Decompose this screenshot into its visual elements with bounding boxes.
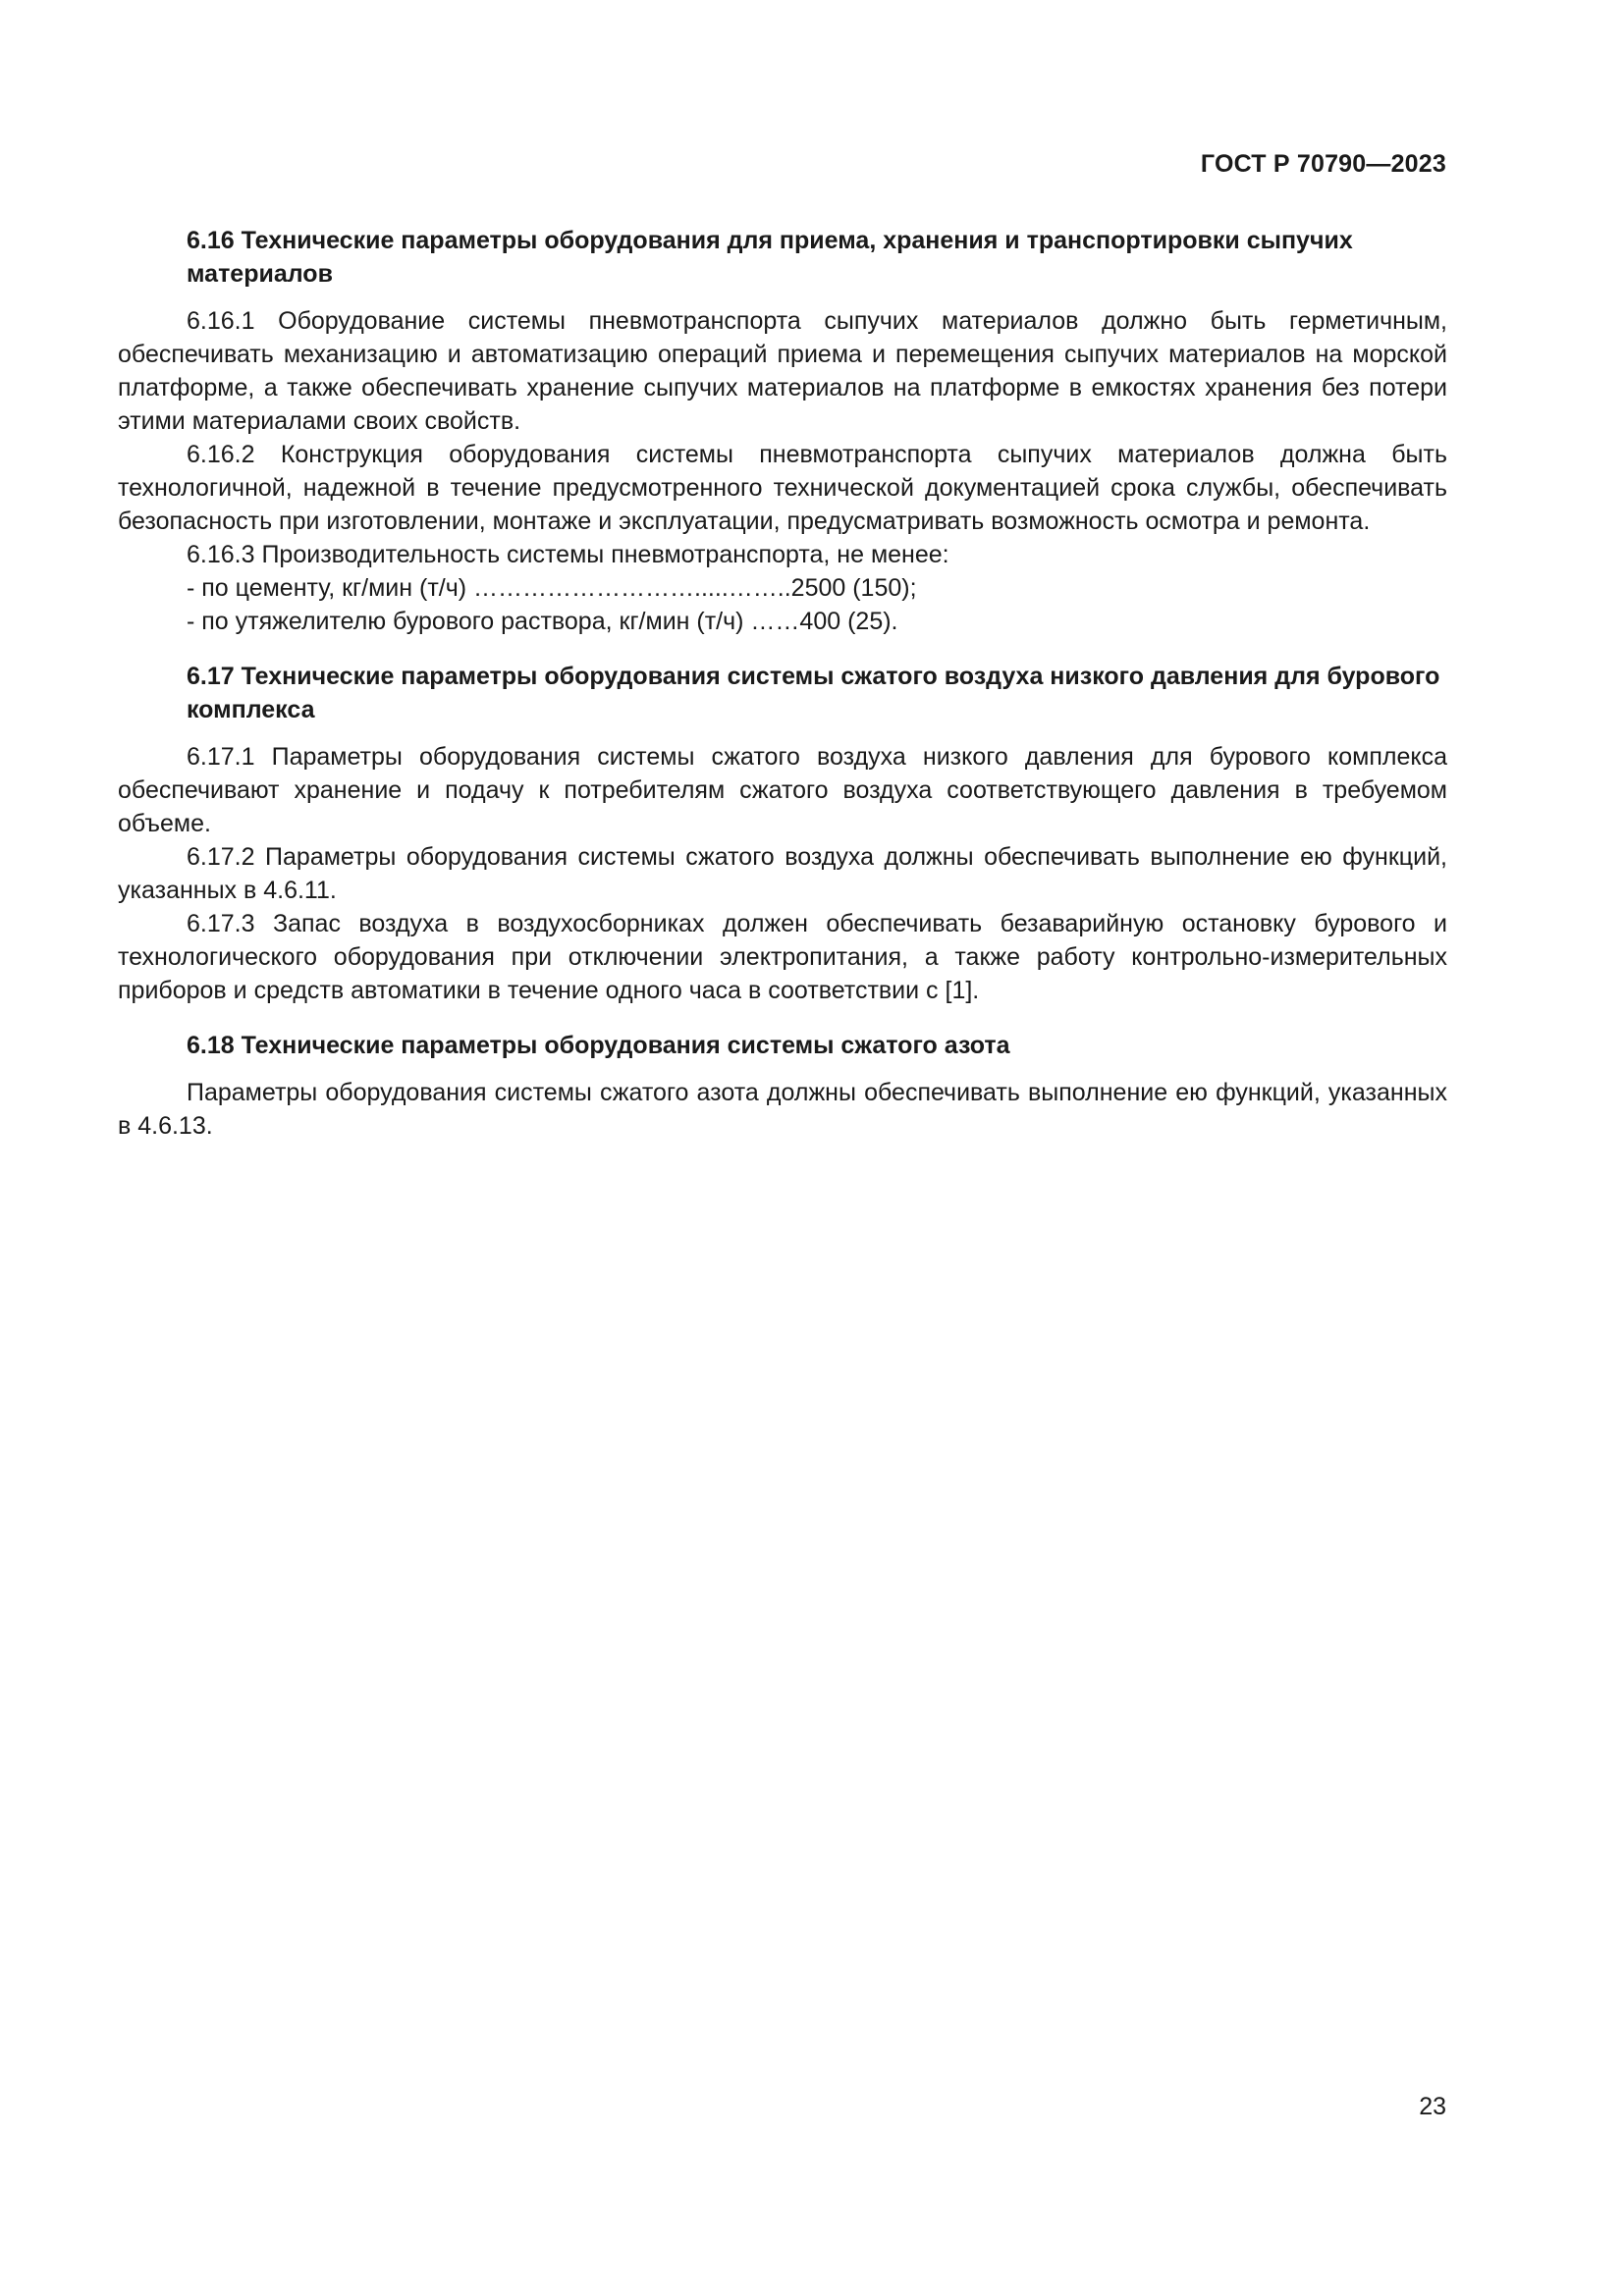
list-item-cement: - по цементу, кг/мин (т/ч) ……………………….....……..2500 (150); xyxy=(187,574,917,602)
section-title-6-17: 6.17 Технические параметры оборудования системы сжатого воздуха низкого давления для бурового комплекса xyxy=(187,663,1440,723)
list-item-weighting-agent: - по утяжелителю бурового раствора, кг/мин (т/ч) ……400 (25). xyxy=(187,608,898,635)
paragraph-6-17-3: 6.17.3 Запас воздуха в воздухосборниках должен обеспечивать безаварийную остановку бурового и технологического оборудования при отключении электропитания, а также работу контрольно-измерительных приборов и средств автоматики в течение одного часа в соответствии с [1]. xyxy=(118,910,1447,1004)
paragraph-6-18: Параметры оборудования системы сжатого азота должны обеспечивать выполнение ею функций, указанных в 4.6.13. xyxy=(118,1079,1447,1140)
section-title-6-16: 6.16 Технические параметры оборудования для приема, хранения и транспортировки сыпучих материалов xyxy=(187,227,1353,288)
document-code: ГОСТ Р 70790—2023 xyxy=(1200,150,1446,178)
paragraph-6-16-2: 6.16.2 Конструкция оборудования системы пневмотранспорта сыпучих материалов должна быть технологичной, надежной в течение предусмотренного технической документацией срока службы, обеспечивать безопасность при изготовлении, монтаже и эксплуатации, предусматривать возможность осмотра и ремонта. xyxy=(118,441,1447,535)
paragraph-6-16-3: 6.16.3 Производительность системы пневмотранспорта, не менее: xyxy=(187,541,949,568)
paragraph-6-17-1: 6.17.1 Параметры оборудования системы сжатого воздуха низкого давления для бурового комплекса обеспечивают хранение и подачу к потребителям сжатого воздуха соответствующего давления в требуемом объеме. xyxy=(118,743,1447,837)
section-body-6-18 xyxy=(118,1076,1447,1143)
section-body-6-16 xyxy=(118,304,1447,638)
page-number: 23 xyxy=(1419,2093,1446,2120)
section-title-6-18: 6.18 Технические параметры оборудования системы сжатого азота xyxy=(187,1032,1010,1059)
paragraph-6-17-2: 6.17.2 Параметры оборудования системы сжатого воздуха должны обеспечивать выполнение ею функций, указанных в 4.6.11. xyxy=(118,843,1447,904)
section-body-6-17 xyxy=(118,740,1447,1007)
document-content xyxy=(118,224,1447,1143)
paragraph-6-16-1: 6.16.1 Оборудование системы пневмотранспорта сыпучих материалов должно быть герметичным, обеспечивать механизацию и автоматизацию операций приема и перемещения сыпучих материалов на морской платформе, а также обеспечивать хранение сыпучих материалов на платформе в емкостях хранения без потери этими материалами своих свойств. xyxy=(118,307,1447,435)
